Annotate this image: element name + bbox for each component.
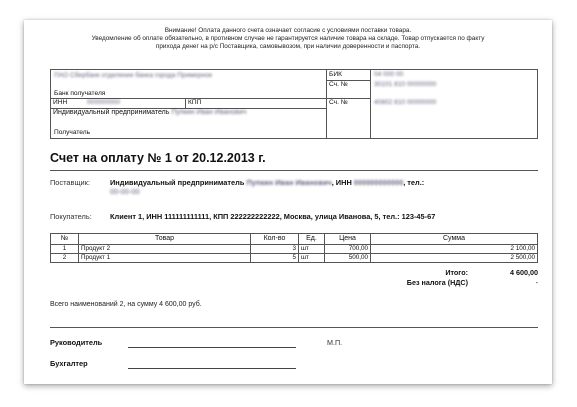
row-number: 1: [51, 245, 79, 254]
col-unit: Ед.: [299, 234, 325, 245]
goods-table: [50, 233, 538, 263]
row-sum: 2 100,00: [371, 245, 538, 254]
col-qty: Кол-во: [251, 234, 299, 245]
table-row: [51, 254, 538, 263]
row-price: 500,00: [325, 254, 371, 263]
invoice-title: Счет на оплату № 1 от 20.12.2013 г.: [50, 151, 266, 165]
supplier-inn: 000000000000: [353, 178, 404, 187]
bank-name: ПАО Сбербанк отделение банка города Примерное: [54, 72, 213, 79]
items-summary: Всего наименований 2, на сумму 4 600,00 руб.: [50, 301, 202, 308]
title-divider: [50, 170, 538, 171]
total-label: Итого:: [445, 268, 468, 277]
totals-block: [348, 268, 538, 288]
notice-line-3: прихода денег на р/с Поставщика, самовывозом, при наличии доверенности и паспорта.: [155, 43, 421, 50]
summary-divider: [50, 327, 538, 328]
payment-notice: [34, 27, 542, 51]
total-value: 4 600,00: [510, 268, 538, 277]
notice-line-2: Уведомление об оплате обязательно, в противном случае не гарантируется наличие товара на складе. Товар отпускается по факту: [91, 35, 485, 42]
supplier-text: Индивидуальный предприниматель: [110, 178, 245, 187]
bank-details-table: [50, 69, 538, 139]
supplier-inn-label: , ИНН: [331, 178, 352, 187]
col-price: Цена: [325, 234, 371, 245]
row-unit: шт: [299, 254, 325, 263]
head-signature-label: Руководитель: [50, 338, 103, 347]
buyer-label: Покупатель:: [50, 212, 92, 221]
recipient-label: Получатель: [54, 129, 91, 136]
row-qty: 3: [251, 245, 299, 254]
row-item: Продукт 1: [79, 254, 251, 263]
row-number: 2: [51, 254, 79, 263]
recipient-name: Пупкин Иван Иванович: [171, 109, 247, 116]
buyer-details: Клиент 1, ИНН 111111111111, КПП 222222222222, Москва, улица Иванова, 5, тел.: 123-45-67: [110, 212, 436, 221]
account1-label: Сч. №: [329, 81, 348, 88]
inn-value: 000000000: [87, 99, 121, 106]
inn-label: ИНН: [53, 99, 68, 106]
kpp-label: КПП: [188, 99, 202, 106]
bik-label: БИК: [329, 71, 342, 78]
accountant-signature-line: [128, 368, 296, 369]
account2-label: Сч. №: [329, 99, 348, 106]
row-sum: 2 500,00: [371, 254, 538, 263]
col-item: Товар: [79, 234, 251, 245]
invoice-sheet: [24, 20, 552, 384]
row-price: 700,00: [325, 245, 371, 254]
vat-value: -: [535, 278, 538, 287]
bank-label: Банк получателя: [54, 90, 106, 97]
goods-header-row: [51, 234, 538, 245]
buyer-row: [50, 212, 435, 221]
row-qty: 5: [251, 254, 299, 263]
table-row: [51, 245, 538, 254]
vat-label: Без налога (НДС): [406, 278, 468, 287]
row-unit: шт: [299, 245, 325, 254]
stamp-label: М.П.: [327, 338, 343, 347]
notice-line-1: Внимание! Оплата данного счета означает согласие с условиями поставки товара.: [164, 27, 412, 34]
bik-value: 04 000 00: [374, 71, 404, 78]
accountant-signature-label: Бухгалтер: [50, 359, 88, 368]
supplier-tel-label: , тел.:: [403, 178, 425, 187]
row-item: Продукт 2: [79, 245, 251, 254]
col-sum: Сумма: [371, 234, 538, 245]
account2-value: 40802 810 00000000: [374, 99, 437, 106]
supplier-line2: 00-00-00: [110, 187, 140, 196]
recipient-text: Индивидуальный предприниматель Пупкин Иван Иванович: [53, 109, 247, 116]
supplier-label: Поставщик:: [50, 178, 90, 187]
head-signature-line: [128, 347, 296, 348]
supplier-name: Пупкин Иван Иванович: [246, 178, 332, 187]
account1-value: 30101 810 00000000: [374, 81, 437, 88]
supplier-row: [50, 178, 424, 196]
col-number: №: [51, 234, 79, 245]
